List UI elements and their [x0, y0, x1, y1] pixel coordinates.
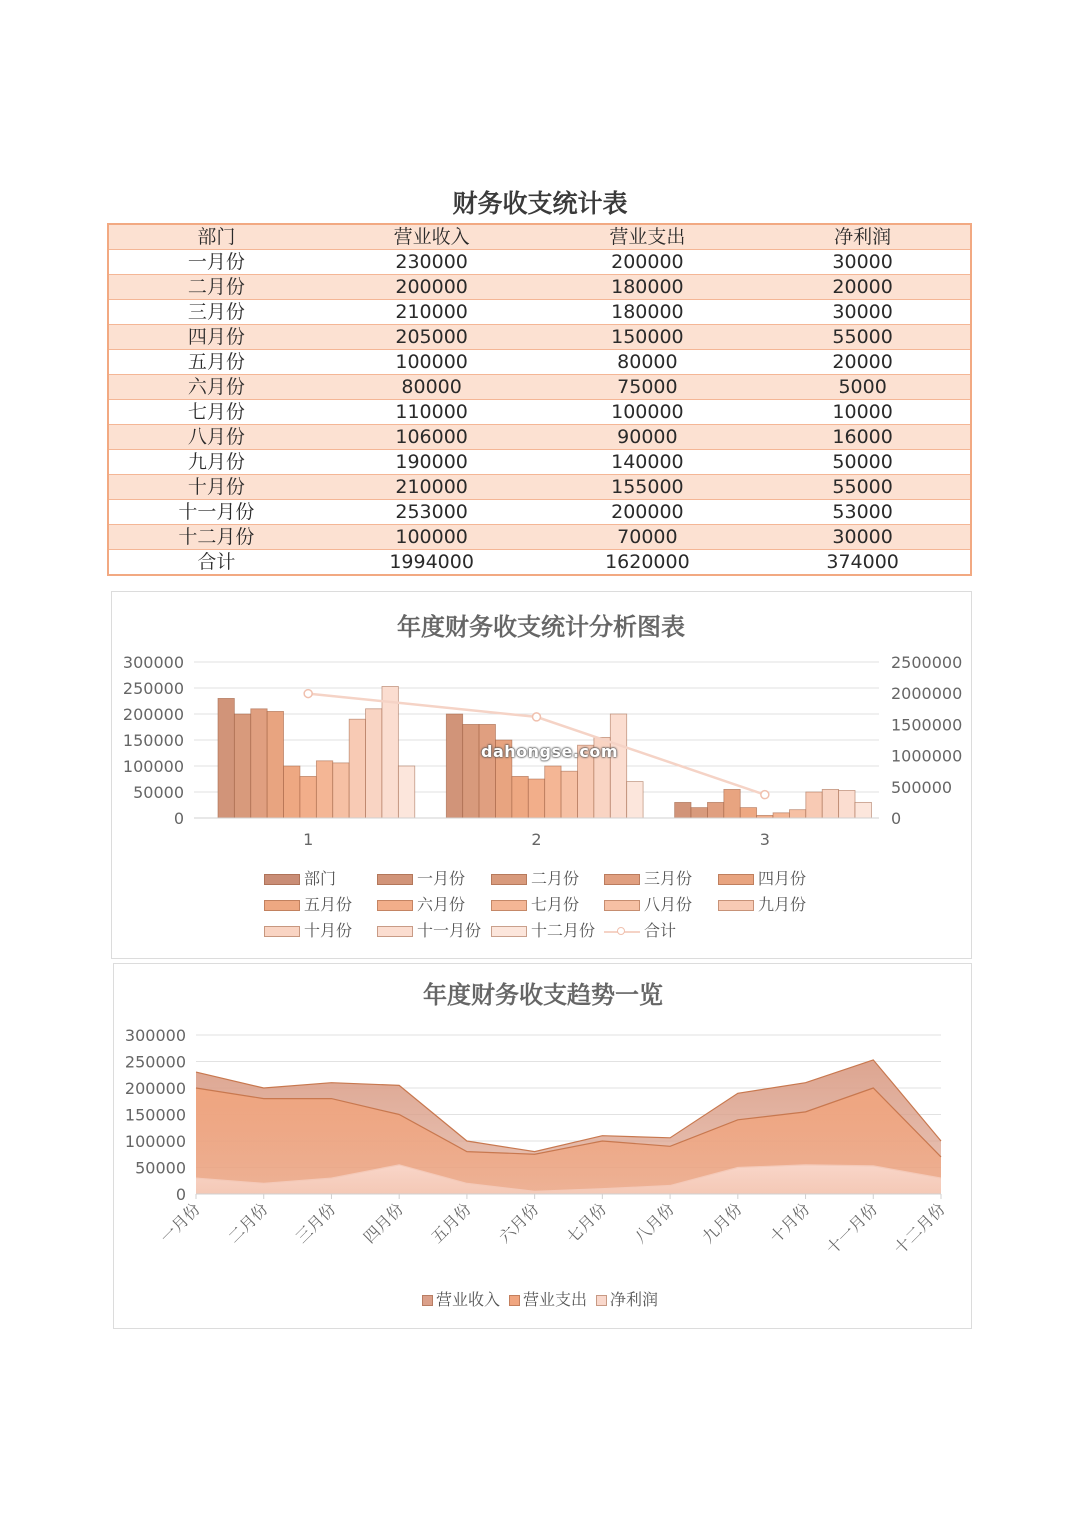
watermark: dahongse.com — [481, 742, 619, 761]
table-cell: 180000 — [540, 300, 756, 325]
x-tick-label: 四月份 — [359, 1199, 408, 1247]
x-tick-label: 三月份 — [291, 1199, 340, 1247]
table-cell: 205000 — [324, 325, 540, 350]
page-title: 财务收支统计表 — [452, 189, 628, 218]
legend-label: 八月份 — [644, 895, 693, 914]
table-cell: 六月份 — [108, 375, 324, 400]
x-tick-label: 十月份 — [765, 1199, 814, 1247]
chart-title: 年度财务收支趋势一览 — [423, 981, 663, 1009]
table-cell: 253000 — [324, 500, 540, 525]
y-tick-label: 200000 — [122, 705, 184, 724]
table-cell: 5000 — [755, 375, 971, 400]
legend-label: 合计 — [644, 921, 677, 940]
legend-swatch — [264, 874, 300, 885]
y-tick-label: 100000 — [122, 757, 184, 776]
table-cell: 20000 — [755, 275, 971, 300]
table-row — [108, 525, 971, 550]
table-cell: 30000 — [755, 525, 971, 550]
table-cell: 100000 — [540, 400, 756, 425]
x-tick-label: 九月份 — [698, 1199, 746, 1247]
table-cell: 20000 — [755, 350, 971, 375]
table-row — [108, 450, 971, 475]
legend-label: 十一月份 — [417, 921, 482, 940]
table-row — [108, 300, 971, 325]
legend-item — [377, 869, 465, 889]
header-cell: 净利润 — [755, 224, 971, 250]
legend-item — [491, 895, 579, 915]
table-cell: 80000 — [324, 375, 540, 400]
table-row — [108, 500, 971, 525]
legend-label: 部门 — [304, 869, 337, 888]
header-cell: 营业收入 — [324, 224, 540, 250]
table-row — [108, 375, 971, 400]
table-cell: 80000 — [540, 350, 756, 375]
legend-label: 一月份 — [417, 869, 466, 888]
legend-swatch — [604, 900, 640, 911]
y-tick-label: 150000 — [124, 1105, 186, 1125]
table-row — [108, 425, 971, 450]
table-cell: 30000 — [755, 300, 971, 325]
table-cell: 一月份 — [108, 250, 324, 275]
table-cell: 200000 — [540, 250, 756, 275]
table-cell: 30000 — [755, 250, 971, 275]
legend-item — [604, 921, 676, 941]
table-row — [108, 400, 971, 425]
table-row — [108, 475, 971, 500]
table-cell: 九月份 — [108, 450, 324, 475]
legend-label: 六月份 — [417, 895, 466, 914]
legend-item — [264, 921, 352, 941]
header-cell: 营业支出 — [540, 224, 756, 250]
x-tick-label: 3 — [759, 830, 770, 849]
header-cell: 部门 — [108, 224, 324, 250]
legend-label: 二月份 — [531, 869, 580, 888]
area-chart-panel — [113, 963, 972, 1329]
legend-item — [491, 921, 595, 941]
legend-swatch — [264, 900, 300, 911]
legend-item — [377, 895, 465, 915]
y2-tick-label: 500000 — [891, 777, 953, 797]
table-cell: 230000 — [324, 250, 540, 275]
legend-label: 十二月份 — [531, 921, 596, 940]
legend-swatch — [718, 900, 754, 911]
table-cell: 1994000 — [324, 550, 540, 576]
x-tick-label: 六月份 — [495, 1199, 543, 1247]
legend-label: 十月份 — [304, 921, 353, 940]
x-tick-label: 五月份 — [427, 1199, 475, 1247]
chart-title: 年度财务收支统计分析图表 — [397, 613, 685, 641]
table-cell: 210000 — [324, 475, 540, 500]
y2-tick-label: 0 — [891, 809, 902, 828]
table-row — [108, 350, 971, 375]
table-cell: 16000 — [755, 425, 971, 450]
table-cell: 90000 — [540, 425, 756, 450]
legend-swatch — [491, 926, 527, 937]
table-cell: 八月份 — [108, 425, 324, 450]
table-cell: 50000 — [755, 450, 971, 475]
table-cell: 100000 — [324, 350, 540, 375]
x-tick-label: 十二月份 — [890, 1199, 949, 1259]
table-cell: 二月份 — [108, 275, 324, 300]
y2-tick-label: 1000000 — [891, 746, 963, 766]
legend-item — [422, 1290, 500, 1310]
legend-label: 五月份 — [304, 895, 353, 914]
table-cell: 七月份 — [108, 400, 324, 425]
table-cell: 五月份 — [108, 350, 324, 375]
legend-swatch — [491, 900, 527, 911]
y2-tick-label: 2000000 — [891, 684, 963, 704]
legend-line-marker — [604, 926, 640, 937]
table-row — [108, 275, 971, 300]
table-cell: 十二月份 — [108, 525, 324, 550]
legend-label: 三月份 — [644, 869, 693, 888]
legend-swatch — [264, 926, 300, 937]
table-row — [108, 250, 971, 275]
table-cell: 75000 — [540, 375, 756, 400]
table-cell: 四月份 — [108, 325, 324, 350]
x-tick-label: 一月份 — [156, 1199, 204, 1247]
y2-tick-label: 2500000 — [891, 653, 963, 672]
table-cell: 1620000 — [540, 550, 756, 576]
table-cell: 210000 — [324, 300, 540, 325]
legend-label: 四月份 — [758, 869, 807, 888]
y-tick-label: 50000 — [133, 783, 184, 802]
x-tick-label: 1 — [303, 830, 314, 849]
x-tick-label: 七月份 — [562, 1199, 611, 1247]
table-cell: 55000 — [755, 475, 971, 500]
legend-item — [718, 895, 806, 915]
y-tick-label: 300000 — [122, 653, 184, 672]
x-tick-label: 八月份 — [630, 1199, 678, 1247]
table-total-row — [108, 550, 971, 576]
table-cell: 55000 — [755, 325, 971, 350]
legend-swatch — [509, 1295, 520, 1306]
table-cell: 十月份 — [108, 475, 324, 500]
legend-item — [377, 921, 481, 941]
bar-chart-panel — [111, 591, 972, 959]
legend-swatch — [718, 874, 754, 885]
table-cell: 三月份 — [108, 300, 324, 325]
x-tick-label: 二月份 — [224, 1199, 272, 1247]
x-tick-label: 十一月份 — [822, 1199, 882, 1259]
legend-swatch — [596, 1295, 607, 1306]
table-cell: 53000 — [755, 500, 971, 525]
legend-item — [264, 895, 352, 915]
legend-swatch — [377, 926, 413, 937]
table-cell: 180000 — [540, 275, 756, 300]
table-row — [108, 325, 971, 350]
legend-swatch — [377, 874, 413, 885]
table-cell: 374000 — [755, 550, 971, 576]
y-tick-label: 250000 — [122, 679, 184, 698]
x-tick-label: 2 — [531, 830, 542, 849]
y-tick-label: 200000 — [124, 1079, 186, 1098]
y-tick-label: 100000 — [124, 1132, 186, 1151]
table-cell: 110000 — [324, 400, 540, 425]
legend-item — [718, 869, 806, 889]
table-cell: 合计 — [108, 550, 324, 576]
y-tick-label: 0 — [175, 1185, 186, 1204]
legend-item — [264, 869, 336, 889]
y-tick-label: 250000 — [124, 1052, 186, 1072]
y-tick-label: 0 — [173, 809, 184, 828]
legend-swatch — [422, 1295, 433, 1306]
bar-chart-legend — [112, 592, 971, 958]
y-tick-label: 300000 — [124, 1026, 186, 1045]
table-cell: 200000 — [324, 275, 540, 300]
legend-swatch — [604, 874, 640, 885]
legend-item — [604, 869, 692, 889]
y2-tick-label: 1500000 — [891, 715, 963, 735]
legend-label: 营业收入 — [436, 1290, 501, 1309]
legend-item — [509, 1290, 587, 1310]
table-header-row — [108, 224, 971, 250]
table-cell: 100000 — [324, 525, 540, 550]
legend-label: 七月份 — [531, 895, 580, 914]
table-cell: 十一月份 — [108, 500, 324, 525]
legend-swatch — [377, 900, 413, 911]
legend-item — [596, 1290, 658, 1310]
table-cell: 150000 — [540, 325, 756, 350]
legend-label: 净利润 — [610, 1290, 659, 1309]
table-cell: 140000 — [540, 450, 756, 475]
table-cell: 200000 — [540, 500, 756, 525]
legend-label: 营业支出 — [523, 1290, 588, 1309]
area-chart-legend — [114, 964, 971, 1328]
y-tick-label: 150000 — [122, 731, 184, 750]
table-cell: 155000 — [540, 475, 756, 500]
legend-item — [604, 895, 692, 915]
finance-table — [107, 223, 972, 576]
table-cell: 190000 — [324, 450, 540, 475]
table-cell: 106000 — [324, 425, 540, 450]
legend-swatch — [491, 874, 527, 885]
table-cell: 10000 — [755, 400, 971, 425]
y-tick-label: 50000 — [135, 1158, 186, 1178]
legend-item — [491, 869, 579, 889]
table-cell: 70000 — [540, 525, 756, 550]
legend-label: 九月份 — [758, 895, 807, 914]
